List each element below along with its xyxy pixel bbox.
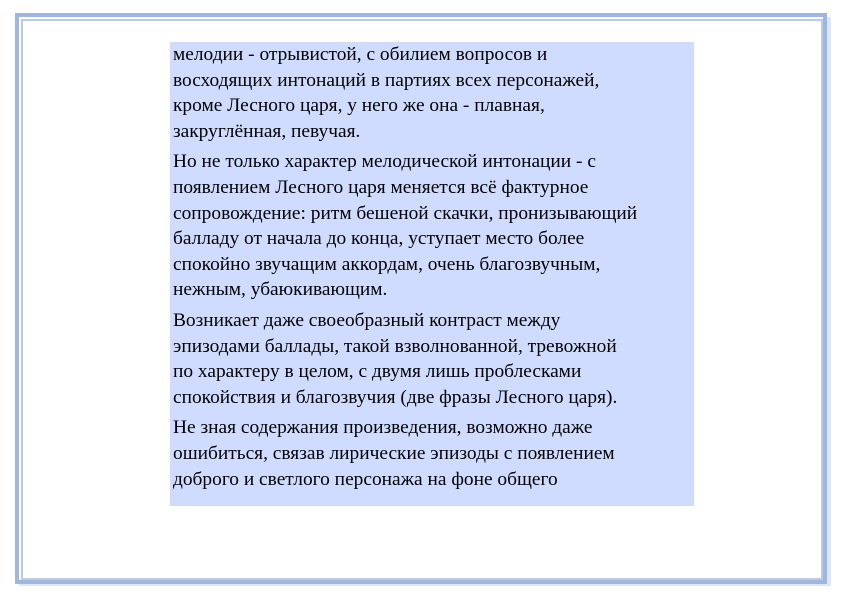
paragraph-1 <box>173 42 690 144</box>
text-line: восходящих интонаций в партиях всех персонажей, <box>173 69 600 91</box>
text-line: ошибиться, связав лирические эпизоды с появлением <box>173 442 615 464</box>
text-line: кроме Лесного царя, у него же она - плавная, <box>173 95 545 117</box>
text-line: появлением Лесного царя меняется всё фактурное <box>173 176 589 198</box>
paragraph-2 <box>173 149 690 303</box>
text-line: закруглённая, певучая. <box>173 120 361 142</box>
text-line: спокойствия и благозвучия (две фразы Лесного царя). <box>173 386 618 408</box>
text-line: Возникает даже своеобразный контраст между <box>173 309 561 331</box>
text-line: Но не только характер мелодической интонации - с <box>173 151 596 173</box>
text-line: мелодии - отрывистой, с обилием вопросов и <box>173 44 548 65</box>
text-line: сопровождение: ритм бешеной скачки, пронизывающий <box>173 202 638 224</box>
text-block <box>170 42 694 506</box>
paragraph-4 <box>173 415 690 492</box>
text-line: спокойно звучащим аккордам, очень благозвучным, <box>173 253 601 275</box>
text-line: по характеру в целом, с двумя лишь проблесками <box>173 361 582 383</box>
text-line: эпизодами баллады, такой взволнованной, тревожной <box>173 335 617 357</box>
text-line: Не зная содержания произведения, возможно даже <box>173 417 593 439</box>
text-line: нежным, убаюкивающим. <box>173 279 388 301</box>
paragraph-3 <box>173 308 690 410</box>
text-line: балладу от начала до конца, уступает место более <box>173 228 585 250</box>
text-line: доброго и светлого персонажа на фоне общего <box>173 468 558 490</box>
